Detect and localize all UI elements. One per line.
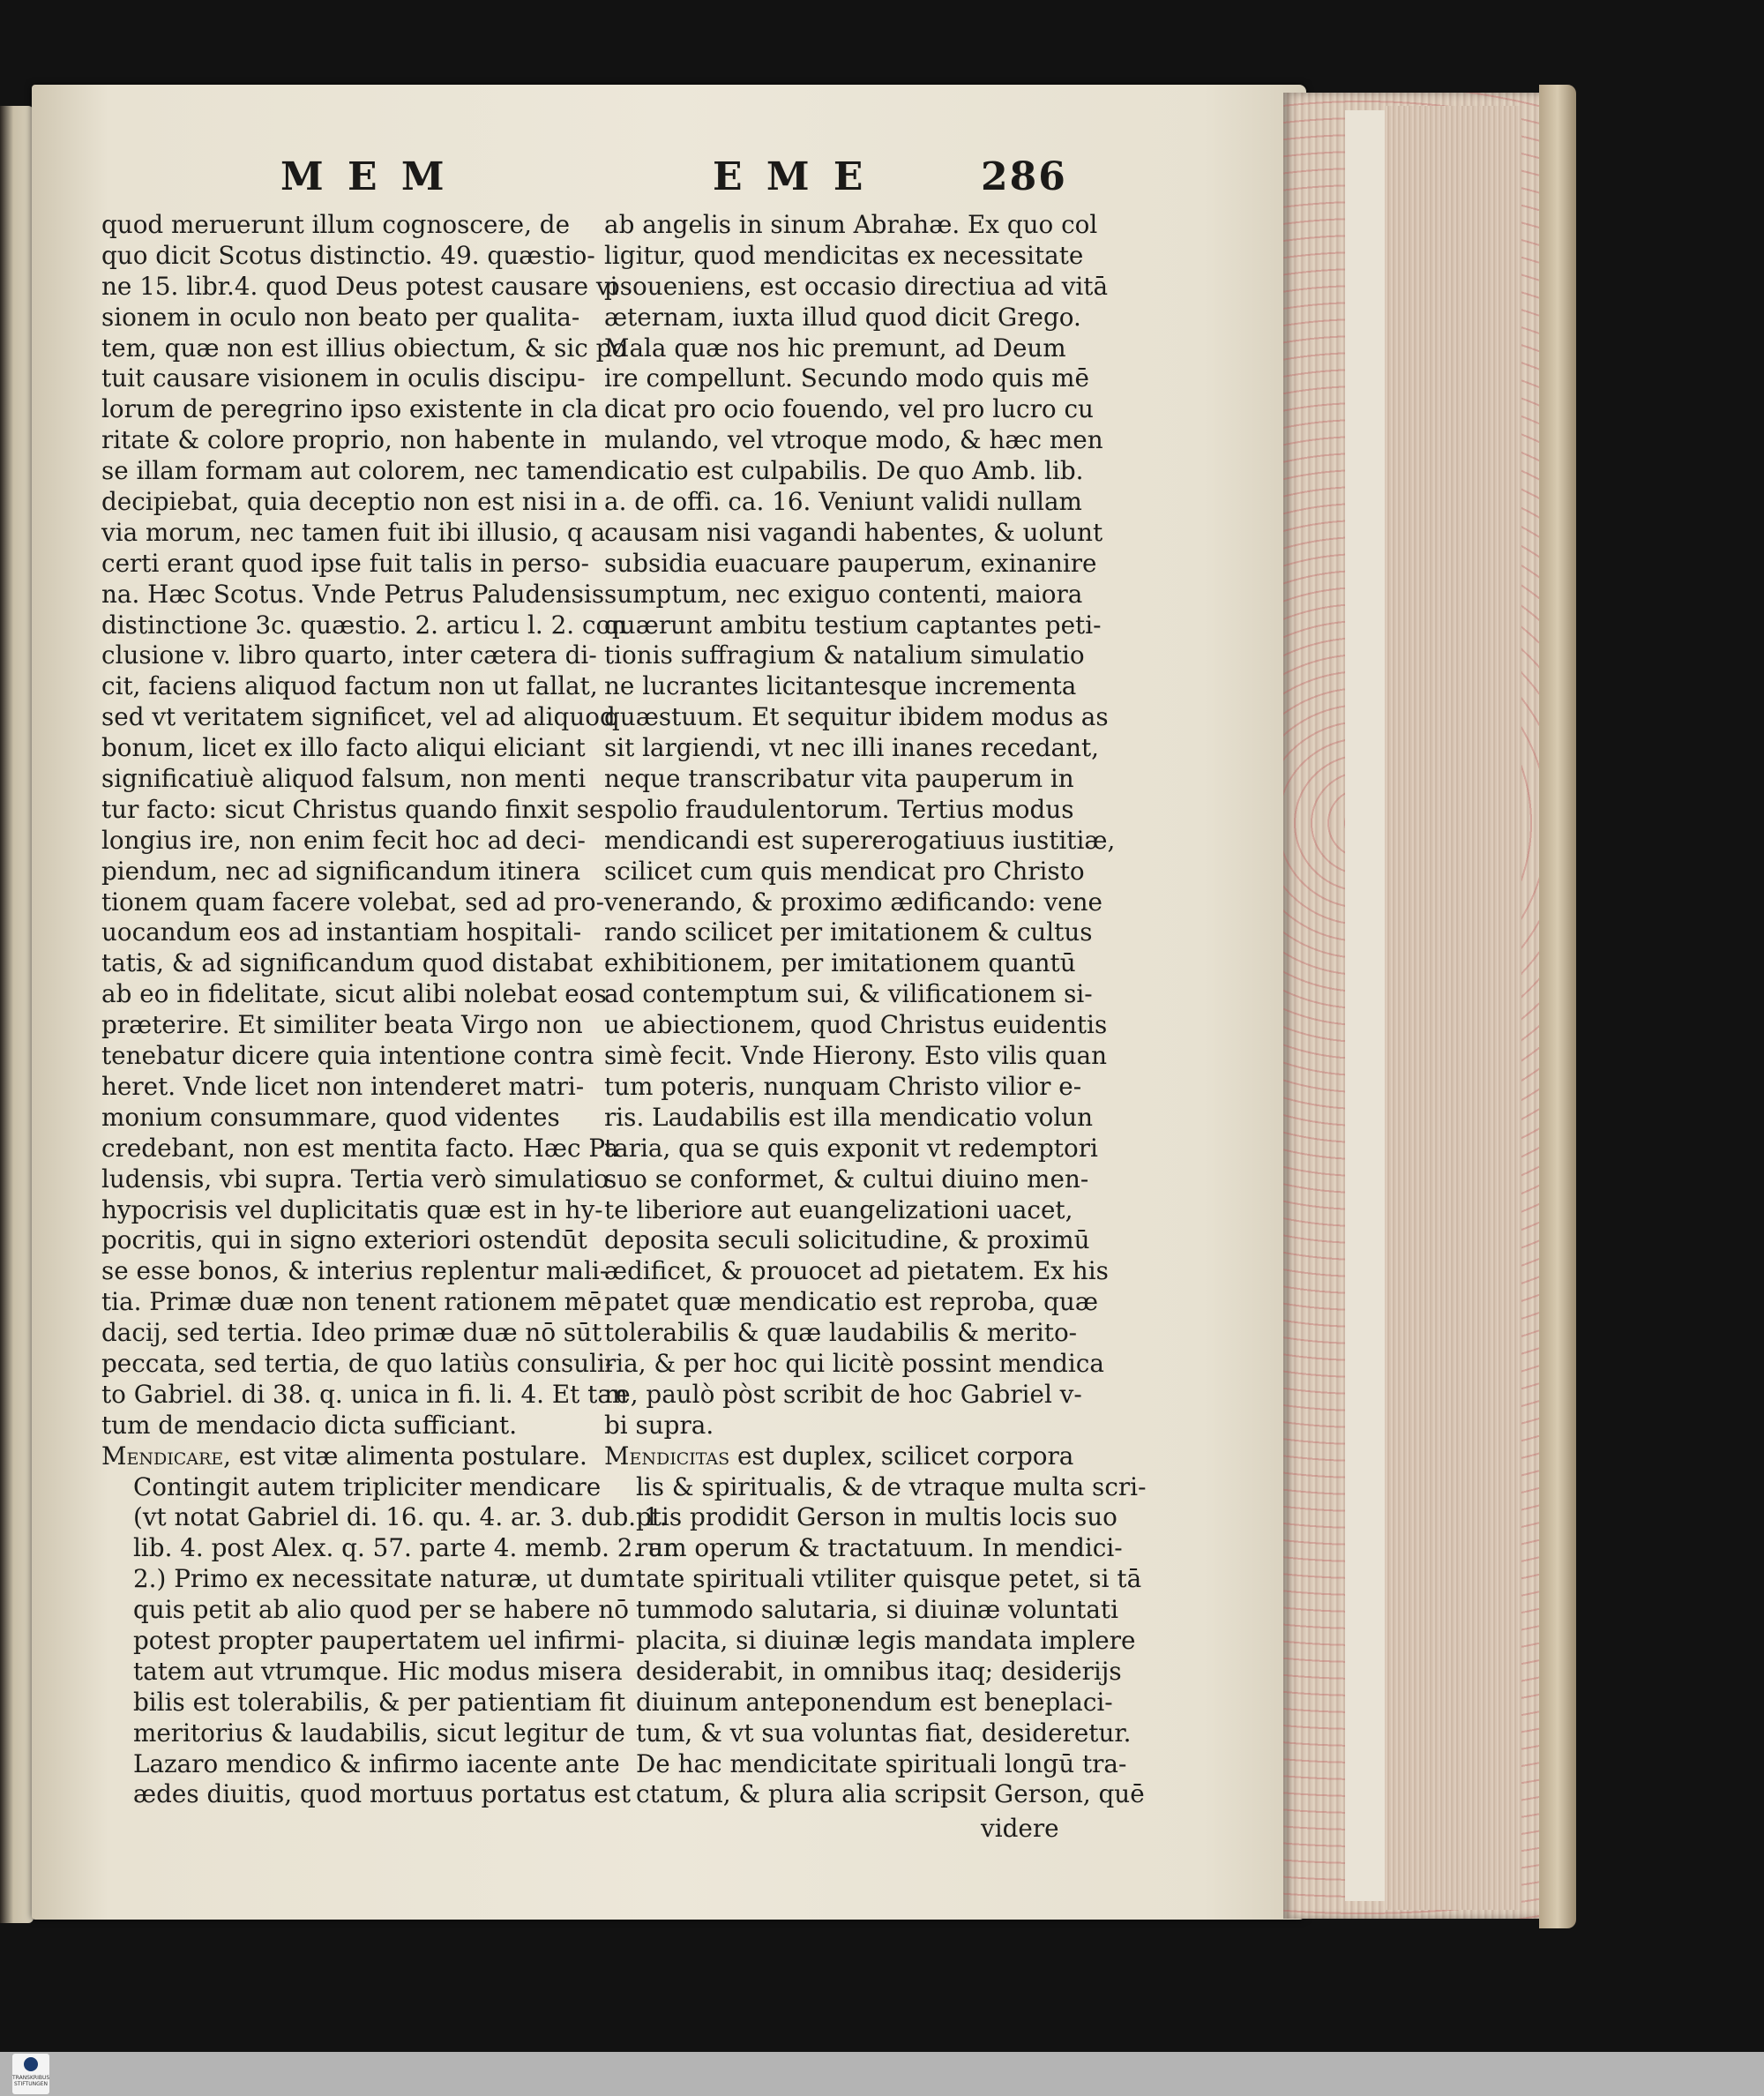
- entry-text: bilis est tolerabilis, & per patientiam fit: [133, 1687, 626, 1717]
- entry-text: est vitæ alimenta postulare.: [238, 1441, 587, 1471]
- left-page-edge: [0, 106, 34, 1923]
- text-line: re, paulò pòst scribit de hoc Gabriel v-: [604, 1379, 1082, 1409]
- text-line: credebant, non est mentita facto. Hæc Pa: [101, 1133, 619, 1163]
- text-line: ædificet, & prouocet ad pietatem. Ex his: [604, 1256, 1109, 1286]
- text-line: monium consummare, quod videntes: [101, 1102, 560, 1132]
- text-line: heret. Vnde licet non intenderet matri-: [101, 1071, 585, 1101]
- logo-mark-icon: [24, 2057, 38, 2071]
- text-line: psoueniens, est occasio directiua ad vitā: [604, 271, 1109, 301]
- entry-line: [604, 1779, 1145, 1810]
- right-column: [604, 210, 1147, 1810]
- entry-text: rum operum & tractatuum. In mendici-: [636, 1533, 1123, 1563]
- entry-text: ctatum, & plura alia scripsit Gerson, quē: [636, 1779, 1145, 1809]
- entry-text: lis & spiritualis, & de vtraque multa scri-: [636, 1471, 1147, 1501]
- text-line: tur facto: sicut Christus quando finxit se: [101, 794, 604, 824]
- entry-line: [101, 1625, 625, 1657]
- text-line: ligitur, quod mendicitas ex necessitate: [604, 240, 1084, 270]
- entry-text: Lazaro mendico & infirmo iacente ante: [133, 1748, 620, 1778]
- text-line: ab angelis in sinum Abrahæ. Ex quo col: [604, 210, 1098, 239]
- text-line: scilicet cum quis mendicat pro Christo: [604, 856, 1085, 886]
- text-line: decipiebat, quia deceptio non est nisi in: [101, 487, 598, 517]
- text-line: quærunt ambitu testium captantes peti-: [604, 610, 1102, 640]
- text-line: dacij, sed tertia. Ideo primæ duæ nō sūt: [101, 1318, 602, 1348]
- text-line: se illam formam aut colorem, nec tamen: [101, 456, 604, 486]
- entry-line: [101, 1502, 668, 1533]
- entry-line: [604, 1595, 1118, 1626]
- text-line: sumptum, nec exiguo contenti, maiora: [604, 579, 1083, 609]
- text-line: se esse bonos, & interius replentur mali-: [101, 1256, 609, 1286]
- entry-text: potest propter paupertatem uel infirmi-: [133, 1625, 625, 1655]
- text-line: sit largiendi, vt nec illi inanes recedant,: [604, 733, 1100, 763]
- entry-line: [101, 1595, 630, 1626]
- text-line: ludensis, vbi supra. Tertia verò simulatio: [101, 1164, 609, 1194]
- entry-line: [604, 1502, 1117, 1533]
- logo-text: TRANSKRIBUS STIFTUNGEN: [12, 2075, 50, 2087]
- text-line: tionis suffragium & natalium simulatio: [604, 640, 1085, 670]
- book-cover-edge: [1539, 85, 1576, 1928]
- text-line: ria, & per hoc qui licitè possint mendica: [604, 1348, 1104, 1378]
- text-line: na. Hæc Scotus. Vnde Petrus Paludensis: [101, 579, 605, 609]
- entry-text: diuinum anteponendum est beneplaci-: [636, 1687, 1113, 1717]
- entry-line: [101, 1533, 680, 1564]
- text-line: to Gabriel. di 38. q. unica in fi. li. 4. Et tan: [101, 1379, 628, 1409]
- entry-line: [101, 1687, 626, 1718]
- text-line: significatiuè aliquod falsum, non menti: [101, 764, 587, 794]
- text-line: clusione v. libro quarto, inter cætera di-: [101, 640, 597, 670]
- text-line: deposita seculi solicitudine, & proximū: [604, 1225, 1090, 1255]
- text-line: tolerabilis & quæ laudabilis & merito-: [604, 1318, 1078, 1348]
- text-line: quæstuum. Et sequitur ibidem modus as: [604, 702, 1109, 732]
- text-line: bi supra.: [604, 1410, 714, 1440]
- text-line: causam nisi vagandi habentes, & uolunt: [604, 517, 1103, 547]
- entry-line: [101, 1779, 632, 1810]
- entry-text: ptis prodidit Gerson in multis locis suo: [636, 1502, 1117, 1532]
- text-line: ne 15. libr.4. quod Deus potest causare vi: [101, 271, 618, 301]
- text-line: ue abiectionem, quod Christus euidentis: [604, 1010, 1108, 1040]
- text-line: ab eo in fidelitate, sicut alibi nolebat eos: [101, 979, 607, 1009]
- text-line: patet quæ mendicatio est reproba, quæ: [604, 1287, 1098, 1317]
- text-line: taria, qua se quis exponit vt redemptori: [604, 1133, 1098, 1163]
- text-line: ire compellunt. Secundo modo quis mē: [604, 363, 1089, 393]
- text-line: dicat pro ocio fouendo, vel pro lucro cu: [604, 394, 1094, 424]
- entry-text: tum, & vt sua voluntas fiat, desideretur.: [636, 1718, 1132, 1748]
- entry-line: [101, 1748, 620, 1780]
- text-line: hypocrisis vel duplicitatis quæ est in hy-: [101, 1194, 603, 1224]
- text-line: quo dicit Scotus distinctio. 49. quæstio-: [101, 240, 595, 270]
- text-line: cit, faciens aliquod factum non ut fallat,: [101, 671, 598, 701]
- page-number: 286: [981, 154, 1067, 199]
- text-line: neque transcribatur vita pauperum in: [604, 764, 1074, 794]
- text-line: ris. Laudabilis est illa mendicatio volun: [604, 1102, 1094, 1132]
- text-line: longius ire, non enim fecit hoc ad deci-: [101, 825, 586, 855]
- entry-line: [101, 1471, 602, 1503]
- text-line: mendicandi est supererogatiuus iustitiæ,: [604, 825, 1116, 855]
- entry-text: tatem aut vtrumque. Hic modus misera: [133, 1656, 623, 1686]
- entry-line: [101, 1718, 625, 1749]
- text-line: tionem quam facere volebat, sed ad pro-: [101, 887, 604, 917]
- text-line: venerando, & proximo ædificando: vene: [604, 887, 1102, 917]
- text-line: præterire. Et similiter beata Virgo non: [101, 1010, 583, 1040]
- entry-line: [604, 1718, 1132, 1749]
- entry-text: (vt notat Gabriel di. 16. qu. 4. ar. 3. dub. 1.: [133, 1502, 668, 1532]
- text-line: tenebatur dicere quia intentione contra: [101, 1041, 594, 1071]
- entry-line: [604, 1625, 1136, 1657]
- text-line: mulando, vel vtroque modo, & hæc men: [604, 425, 1103, 455]
- text-line: tum poteris, nunquam Christo vilior e-: [604, 1071, 1082, 1101]
- fore-edge-gap: [1345, 110, 1385, 1901]
- entry-text: Contingit autem tripliciter mendicare: [133, 1471, 602, 1501]
- text-line: rando scilicet per imitationem & cultus: [604, 917, 1093, 947]
- text-line: sed vt veritatem significet, vel ad aliquod: [101, 702, 616, 732]
- entry-text: 2.) Primo ex necessitate naturæ, ut dum: [133, 1564, 635, 1594]
- entry-headword: Mendicitas: [604, 1441, 730, 1471]
- text-line: peccata, sed tertia, de quo latiùs consuli-: [101, 1348, 614, 1378]
- text-line: te liberiore aut euangelizationi uacet,: [604, 1194, 1073, 1224]
- text-line: ad contemptum sui, & vilificationem si-: [604, 979, 1093, 1009]
- text-line: quod meruerunt illum cognoscere, de: [101, 210, 571, 239]
- text-line: spolio fraudulentorum. Tertius modus: [604, 794, 1074, 824]
- entry-text: lib. 4. post Alex. q. 57. parte 4. memb. 2. ar.: [133, 1533, 680, 1563]
- text-line: æternam, iuxta illud quod dicit Grego.: [604, 302, 1081, 332]
- entry-line: [604, 1564, 1142, 1595]
- text-line: a. de offi. ca. 16. Veniunt validi nullam: [604, 487, 1082, 517]
- text-line: bonum, licet ex illo facto aliqui eliciant: [101, 733, 586, 763]
- institution-logo: [12, 2054, 49, 2094]
- text-line: ritate & colore proprio, non habente in: [101, 425, 587, 455]
- entry-text: est duplex, scilicet corpora: [736, 1441, 1074, 1471]
- text-line: uocandum eos ad instantiam hospitali-: [101, 917, 582, 947]
- text-line: exhibitionem, per imitationem quantū: [604, 948, 1076, 978]
- entry-text: De hac mendicitate spirituali longū tra-: [636, 1748, 1127, 1778]
- entry-line: [101, 1564, 635, 1595]
- entry-text: placita, si diuinæ legis mandata implere: [636, 1625, 1136, 1655]
- text-line: subsidia euacuare pauperum, exinanire: [604, 548, 1097, 578]
- text-line: tuit causare visionem in oculis discipu-: [101, 363, 586, 393]
- text-line: piendum, nec ad significandum itinera: [101, 856, 581, 886]
- catchword: videre: [981, 1814, 1059, 1843]
- entry-text: meritorius & laudabilis, sicut legitur de: [133, 1718, 625, 1748]
- text-line: via morum, nec tamen fuit ibi illusio, q a: [101, 517, 606, 547]
- entry-text: desiderabit, in omnibus itaq; desiderijs: [636, 1656, 1122, 1686]
- text-line: pocritis, qui in signo exteriori ostendūt: [101, 1225, 587, 1255]
- entry-line: [604, 1656, 1122, 1688]
- text-line: dicatio est culpabilis. De quo Amb. lib.: [604, 456, 1084, 486]
- running-head-left: M E M: [280, 154, 450, 199]
- text-line: tum de mendacio dicta sufficiant.: [101, 1410, 518, 1440]
- text-line: sionem in oculo non beato per qualita-: [101, 302, 580, 332]
- text-line: suo se conformet, & cultui diuino men-: [604, 1164, 1089, 1194]
- footer-bar: [0, 2052, 1764, 2096]
- running-head-right: E M E: [713, 154, 869, 199]
- entry-line: [604, 1533, 1123, 1564]
- text-line: tem, quæ non est illius obiectum, & sic po: [101, 333, 627, 363]
- entry-line: [604, 1748, 1127, 1780]
- entry-headword: Mendicare,: [101, 1441, 231, 1471]
- entry-line: [101, 1441, 587, 1472]
- entry-line: [101, 1656, 623, 1688]
- text-line: tatis, & ad significandum quod distabat: [101, 948, 594, 978]
- text-line: lorum de peregrino ipso existente in cla: [101, 394, 598, 424]
- text-line: certi erant quod ipse fuit talis in perso-: [101, 548, 589, 578]
- text-line: Mala quæ nos hic premunt, ad Deum: [604, 333, 1066, 363]
- entry-text: tate spirituali vtiliter quisque petet, si tā: [636, 1564, 1142, 1594]
- text-line: tia. Primæ duæ non tenent rationem mē: [101, 1287, 602, 1317]
- entry-line: [604, 1687, 1113, 1718]
- fore-edge: [1283, 93, 1548, 1919]
- text-line: distinctione 3c. quæstio. 2. articu l. 2. con: [101, 610, 627, 640]
- text-line: simè fecit. Vnde Hierony. Esto vilis quan: [604, 1041, 1108, 1071]
- entry-line: [604, 1441, 1098, 1472]
- entry-text: tummodo salutaria, si diuinæ voluntati: [636, 1595, 1118, 1625]
- entry-line: [604, 1471, 1147, 1503]
- text-line: ne lucrantes licitantesque incrementa: [604, 671, 1077, 701]
- entry-text: quis petit ab alio quod per se habere nō: [133, 1595, 630, 1625]
- fore-edge-block: [1385, 106, 1521, 1910]
- entry-text: ædes diuitis, quod mortuus portatus est: [133, 1779, 632, 1809]
